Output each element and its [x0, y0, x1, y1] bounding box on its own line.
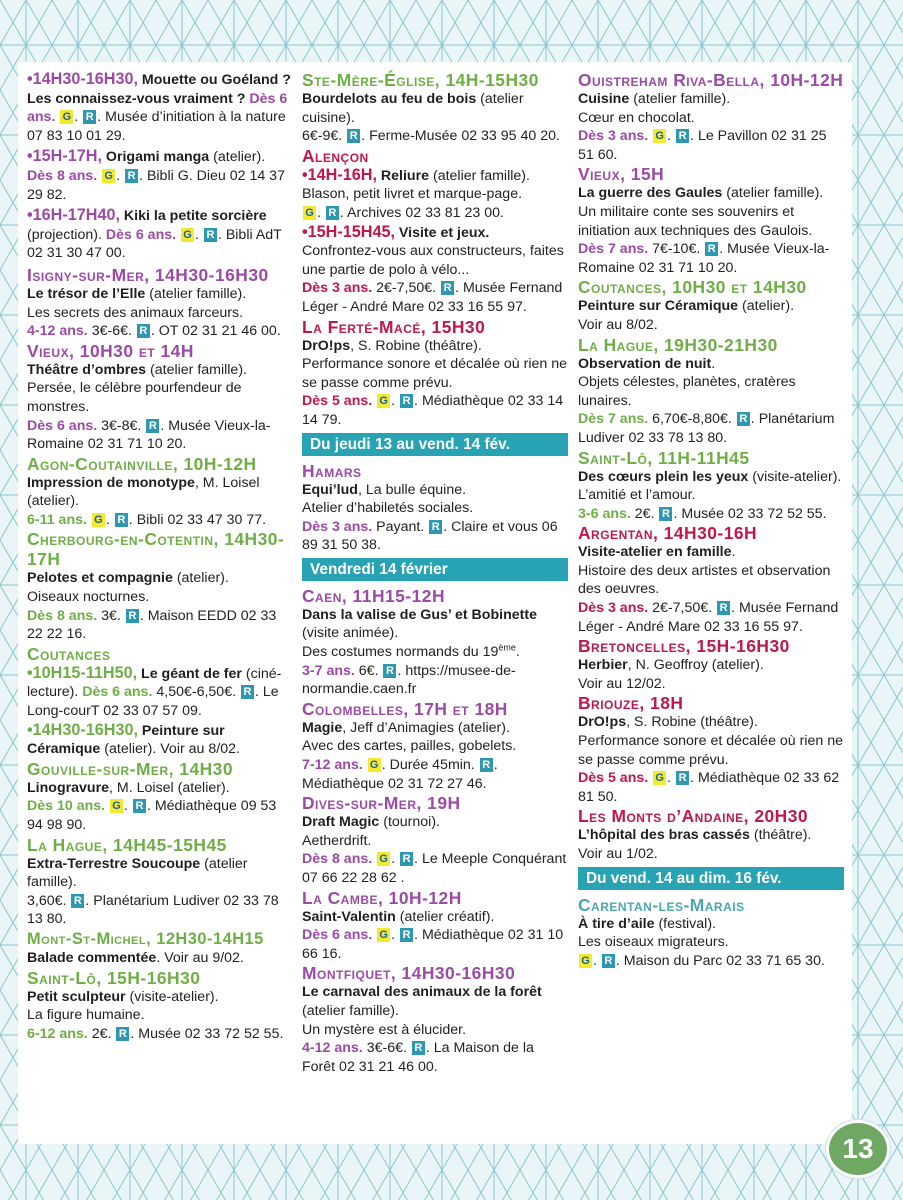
event-agon: Agon-Coutainville, 10H-12H Impression de monotype, M. Loisel (atelier). 6-11 ans. G . R . Bibli 02 33 47 30 77. [27, 453, 267, 528]
date-banner: Du vend. 14 au dim. 16 fév. [578, 867, 844, 890]
family-badge-icon: G [102, 169, 115, 183]
reservation-badge-icon: R [383, 664, 396, 678]
event-coutances: Coutances •10H15-11H50, Le géant de fer (ciné-lecture). Dès 6 ans. 4,50€-6,50€. R . Le Long-courT 02 33 07 57 09. •14H30-16H30, Peinture sur Céramique (atelier). Voir au 8/02. [27, 643, 282, 758]
event-origami: •15H-17H, Origami manga (atelier). Dès 8 ans. G . R . Bibli G. Dieu 02 14 37 29 82. [27, 147, 285, 203]
family-badge-icon: G [92, 513, 105, 527]
date-banner: Vendredi 14 février [302, 558, 568, 581]
event-kiki: •16H-17H40, Kiki la petite sorcière (projection). Dès 6 ans. G . R . Bibli AdT 02 31 30 47 00. [27, 206, 282, 262]
reservation-badge-icon: R [400, 928, 413, 942]
family-badge-icon: G [653, 129, 666, 143]
event-lahague-nuit: La Hague, 19H30-21H30 Observation de nuit. Objets célestes, planètes, cratères lunaires. Dès 7 ans. 6,70€-8,80€. R . Planétarium Ludiver 02 33 78 13 80. [578, 334, 835, 446]
event-argentan: Argentan, 14H30-16H Visite-atelier en famille. Histoire des deux artistes et observation des oeuvres. Dès 3 ans. 2€-7,50€. R . Musée Fernand Léger - André Mare 02 33 16 55 97. [578, 523, 839, 635]
reservation-badge-icon: R [441, 281, 454, 295]
reservation-badge-icon: R [71, 894, 84, 908]
event-bretoncelles: Bretoncelles, 15H-16H30 Herbier, N. Geoffroy (atelier). Voir au 12/02. [578, 636, 790, 692]
event-coutances-ceramique: Coutances, 10H30 et 14H30 Peinture sur Céramique (atelier). Voir au 8/02. [578, 277, 807, 333]
event-vieux: Vieux, 10H30 et 14H Théâtre d’ombres (atelier famille). Persée, le célèbre pourfendeur de monstres. Dès 6 ans. 3€-8€. R . Musée Vieux-la-Romaine 02 31 71 10 20. [27, 340, 271, 453]
reservation-badge-icon: R [115, 513, 128, 527]
event-carentan: Carentan-les-Marais À tire d’aile (festival). Les oiseaux migrateurs. G . R . Maison du Parc 02 33 71 65 30. [578, 894, 825, 969]
event-lahague: La Hague, 14H45-15H45 Extra-Terrestre Soucoupe (atelier famille). 3,60€. R . Planétarium Ludiver 02 33 78 13 80. [27, 834, 279, 928]
event-mouette: •14H30-16H30, Mouette ou Goéland ? Les connaissez-vous vraiment ? Dès 6 ans. G . R . Musée d’initiation à la nature 07 83 10 01 29. [27, 70, 291, 144]
date-banner: Du jeudi 13 au vend. 14 fév. [302, 433, 568, 456]
family-badge-icon: G [653, 771, 666, 785]
family-badge-icon: G [579, 954, 592, 968]
reservation-badge-icon: R [400, 394, 413, 408]
reservation-badge-icon: R [83, 110, 96, 124]
family-badge-icon: G [377, 394, 390, 408]
reservation-badge-icon: R [137, 324, 150, 338]
event-hamars: Hamars Equi’lud, La bulle équine. Atelier d’habiletés sociales. Dès 3 ans. Payant. R . Claire et vous 06 89 31 50 38. [302, 460, 558, 554]
event-cherbourg: Cherbourg-en-Cotentin, 14H30-17H Pelotes et compagnie (atelier). Oiseaux nocturnes. Dès 8 ans. 3€. R . Maison EEDD 02 33 22 22 16. [27, 529, 285, 643]
page-number: 13 [826, 1120, 890, 1178]
event-colombelles: Colombelles, 17H et 18H Magie, Jeff d’Animagies (atelier). Avec des cartes, pailles, gobelets. 7-12 ans. G . Durée 45min. R . Médiathèque 02 31 72 27 46. [302, 698, 517, 792]
reservation-badge-icon: R [737, 412, 750, 426]
event-caen: Caen, 11H15-12H Dans la valise de Gus’ et Bobinette (visite animée). Des costumes normands du 19ème. 3-7 ans. 6€. R . https://musee-de-normandie.caen.fr [302, 585, 537, 698]
family-badge-icon: G [368, 758, 381, 772]
reservation-badge-icon: R [133, 799, 146, 813]
event-stemere: Ste-Mère-Église, 14H-15H30 Bourdelots au feu de bois (atelier cuisine). 6€-9€. R . Ferme-Musée 02 33 95 40 20. [302, 70, 560, 145]
column-2 [302, 70, 568, 1076]
event-gouville: Gouville-sur-Mer, 14H30 Linogravure, M. Loisel (atelier). Dès 10 ans. G . R . Médiathèque 09 53 94 98 90. [27, 758, 277, 833]
reservation-badge-icon: R [347, 129, 360, 143]
reservation-badge-icon: R [429, 520, 442, 534]
event-saintlo-coeurs: Saint-Lô, 11H-11H45 Des cœurs plein les yeux (visite-atelier). L’amitié et l’amour. 3-6 ans. 2€. R . Musée 02 33 72 52 55. [578, 447, 842, 522]
event-montstmichel: Mont-St-Michel, 12H30-14H15 Balade commentée. Voir au 9/02. [27, 929, 264, 966]
event-montsandaine: Les Monts d’Andaine, 20H30 L’hôpital des bras cassés (théâtre). Voir au 1/02. [578, 806, 812, 862]
column-1 [27, 70, 293, 1043]
event-vieux-15h: Vieux, 15H La guerre des Gaules (atelier famille). Un militaire conte ses souvenirs et initiation aux techniques des Gaulois. Dès 7 ans. 7€-10€. R . Musée Vieux-la-Romaine 02 31 71 10 20. [578, 164, 830, 276]
column-3 [578, 70, 844, 970]
reservation-badge-icon: R [480, 758, 493, 772]
family-badge-icon: G [303, 206, 316, 220]
event-montfiquet: Montfiquet, 14H30-16H30 Le carnaval des animaux de la forêt (atelier famille). Un mystère est à élucider. 4-12 ans. 3€-6€. R . La Maison de la Forêt 02 31 21 46 00. [302, 963, 542, 1075]
event-lafertemace: La Ferté-Macé, 15H30 DrO!ps, S. Robine (théâtre). Performance sonore et décalée où rien ne se passe comme prévu. Dès 5 ans. G . R . Médiathèque 02 33 14 14 79. [302, 316, 567, 428]
reservation-badge-icon: R [659, 507, 672, 521]
reservation-badge-icon: R [717, 601, 730, 615]
event-lacambe: La Cambe, 10H-12H Saint-Valentin (atelier créatif). Dès 6 ans. G . R . Médiathèque 02 31 10 66 16. [302, 887, 564, 962]
reservation-badge-icon: R [326, 206, 339, 220]
family-badge-icon: G [181, 228, 194, 242]
reservation-badge-icon: R [676, 129, 689, 143]
reservation-badge-icon: R [146, 419, 159, 433]
reservation-badge-icon: R [116, 1027, 129, 1041]
event-dives: Dives-sur-Mer, 19H Draft Magic (tournoi). Aetherdrift. Dès 8 ans. G . R . Le Meeple Conquérant 07 66 22 28 62 . [302, 793, 567, 886]
reservation-badge-icon: R [126, 609, 139, 623]
event-saintlo: Saint-Lô, 15H-16H30 Petit sculpteur (visite-atelier). La figure humaine. 6-12 ans. 2€. R . Musée 02 33 72 52 55. [27, 967, 284, 1042]
reservation-badge-icon: R [602, 954, 615, 968]
reservation-badge-icon: R [412, 1041, 425, 1055]
event-isigny: Isigny-sur-Mer, 14H30-16H30 Le trésor de l’Elle (atelier famille). Les secrets des animaux farceurs. 4-12 ans. 3€-6€. R . OT 02 31 21 46 00. [27, 264, 281, 340]
family-badge-icon: G [377, 928, 390, 942]
reservation-badge-icon: R [204, 228, 217, 242]
reservation-badge-icon: R [125, 169, 138, 183]
website-link[interactable]: https://musee-de-normandie.caen.fr [302, 662, 516, 698]
family-badge-icon: G [110, 799, 123, 813]
event-ouistreham: Ouistreham Riva-Bella, 10H-12H Cuisine (atelier famille). Cœur en chocolat. Dès 3 ans. G . R . Le Pavillon 02 31 25 51 60. [578, 70, 844, 163]
reservation-badge-icon: R [676, 771, 689, 785]
event-alencon: Alençon •14H-16H, Reliure (atelier famille). Blason, petit livret et marque-page. G . R . Archives 02 33 81 23 00. •15H-15H45, Visite et jeux. Confrontez-vous aux constructeurs, faites une partie de polo à vélo... Dès 3 ans. 2€-7,50€. R . Musée Fernand Léger - André Mare 02 33 16 55 97. [302, 145, 564, 315]
event-briouze: Briouze, 18H DrO!ps, S. Robine (théâtre). Performance sonore et décalée où rien ne se passe comme prévu. Dès 5 ans. G . R . Médiathèque 02 33 62 81 50. [578, 693, 843, 805]
family-badge-icon: G [60, 110, 73, 124]
family-badge-icon: G [377, 852, 390, 866]
reservation-badge-icon: R [705, 242, 718, 256]
reservation-badge-icon: R [241, 685, 254, 699]
reservation-badge-icon: R [400, 852, 413, 866]
